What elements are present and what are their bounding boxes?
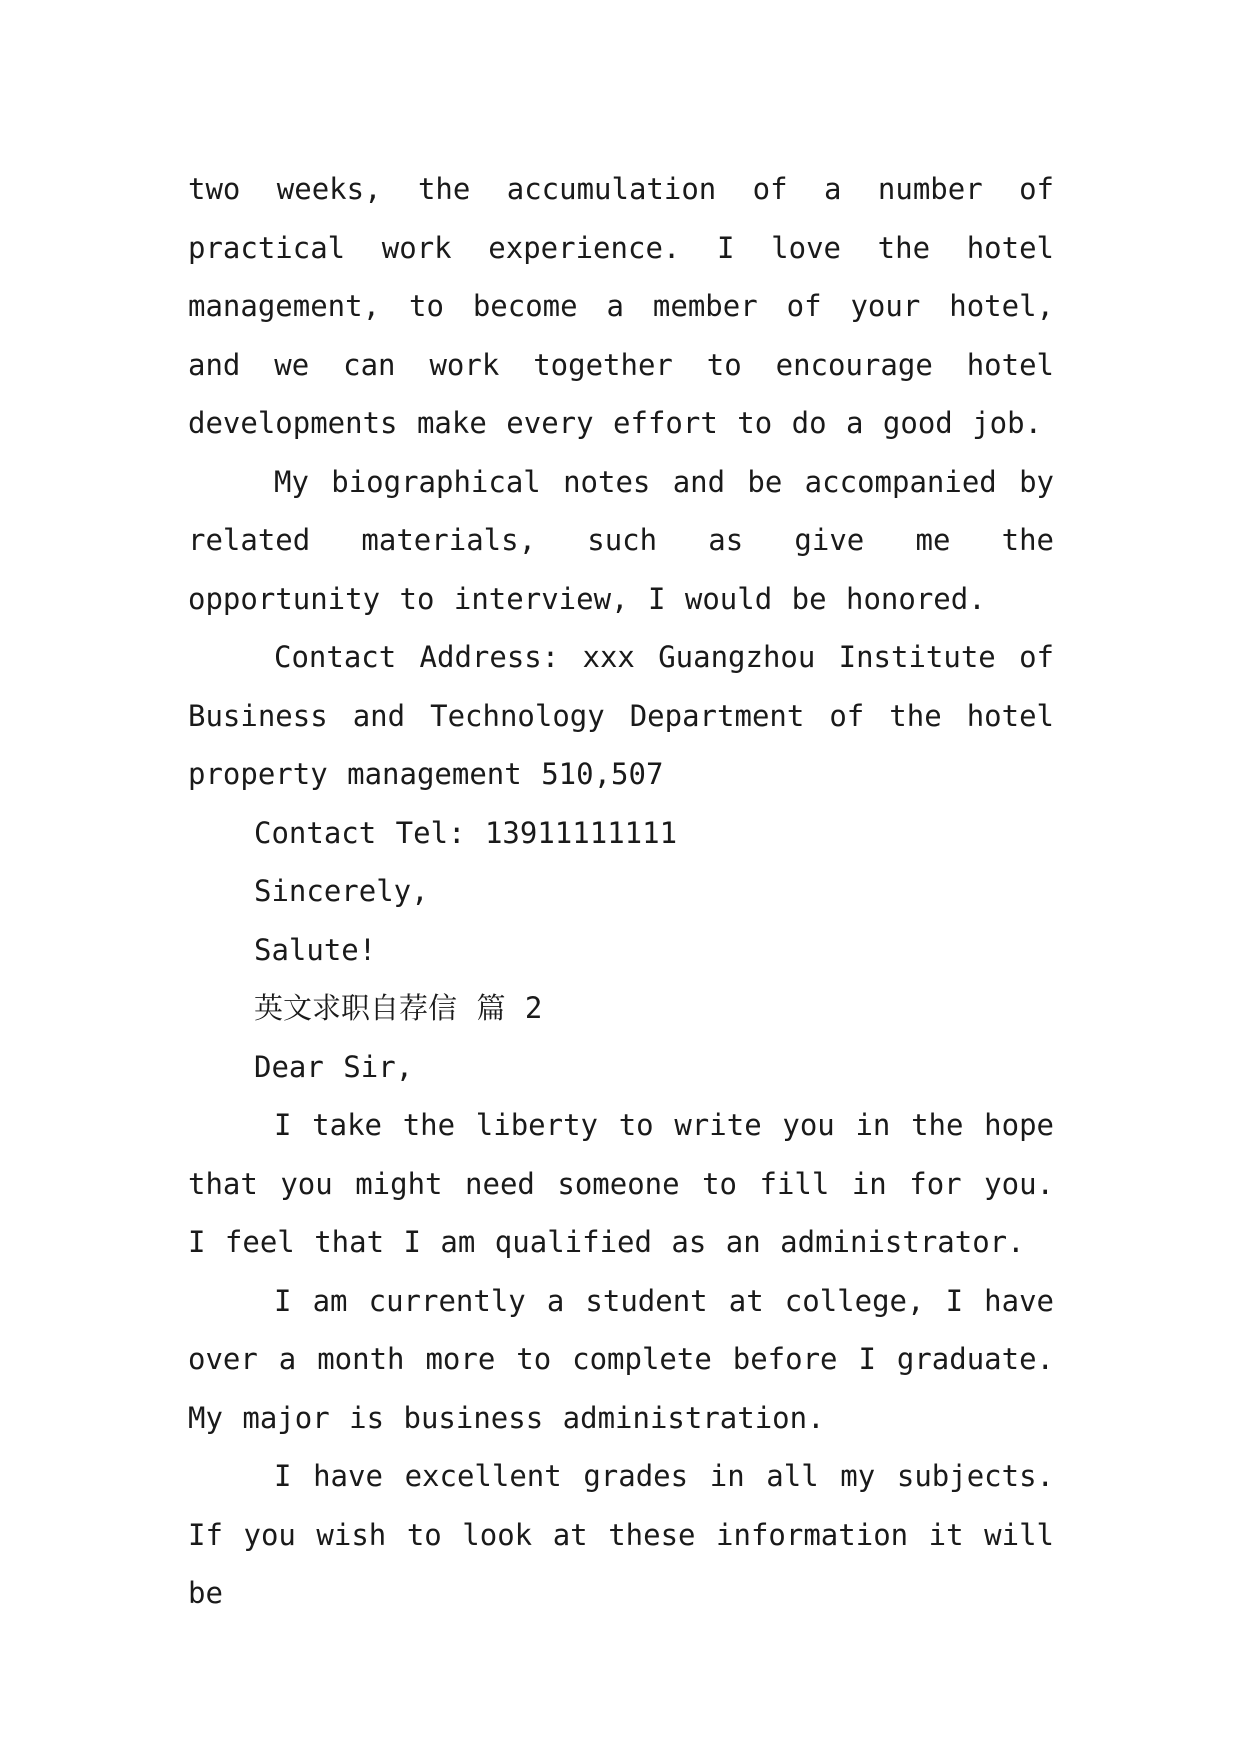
paragraph-excellent-grades: I have excellent grades in all my subjects. If you wish to look at these information it will be [188, 1459, 1054, 1610]
section-heading-letter-2: 英文求职自荐信 篇 2 [254, 991, 543, 1025]
contact-tel-line: Contact Tel: 13911111111 [254, 815, 678, 850]
document-body [188, 160, 1054, 1623]
paragraph-student-at-college: I am currently a student at college, I have over a month more to complete before I graduate. My major is business administration. [188, 1283, 1054, 1435]
paragraph-hotel-experience: two weeks, the accumulation of a number of practical work experience. I love the hotel management, to become a member of your hotel, and we can work together to encourage hotel developments make every effort to do a good job. [188, 172, 1054, 440]
paragraph-contact-address: Contact Address: xxx Guangzhou Institute of Business and Technology Department of the hotel property management 510,507 [188, 640, 1054, 791]
closing-salute: Salute! [254, 932, 377, 967]
paragraph-take-liberty: I take the liberty to write you in the hope that you might need someone to fill in for you. I feel that I am qualified as an administrator. [188, 1108, 1054, 1259]
paragraph-biographical-notes: My biographical notes and be accompanied by related materials, such as give me the opportunity to interview, I would be honored. [188, 464, 1054, 616]
closing-sincerely: Sincerely, [254, 874, 429, 908]
salutation: Dear Sir, [254, 1049, 414, 1084]
